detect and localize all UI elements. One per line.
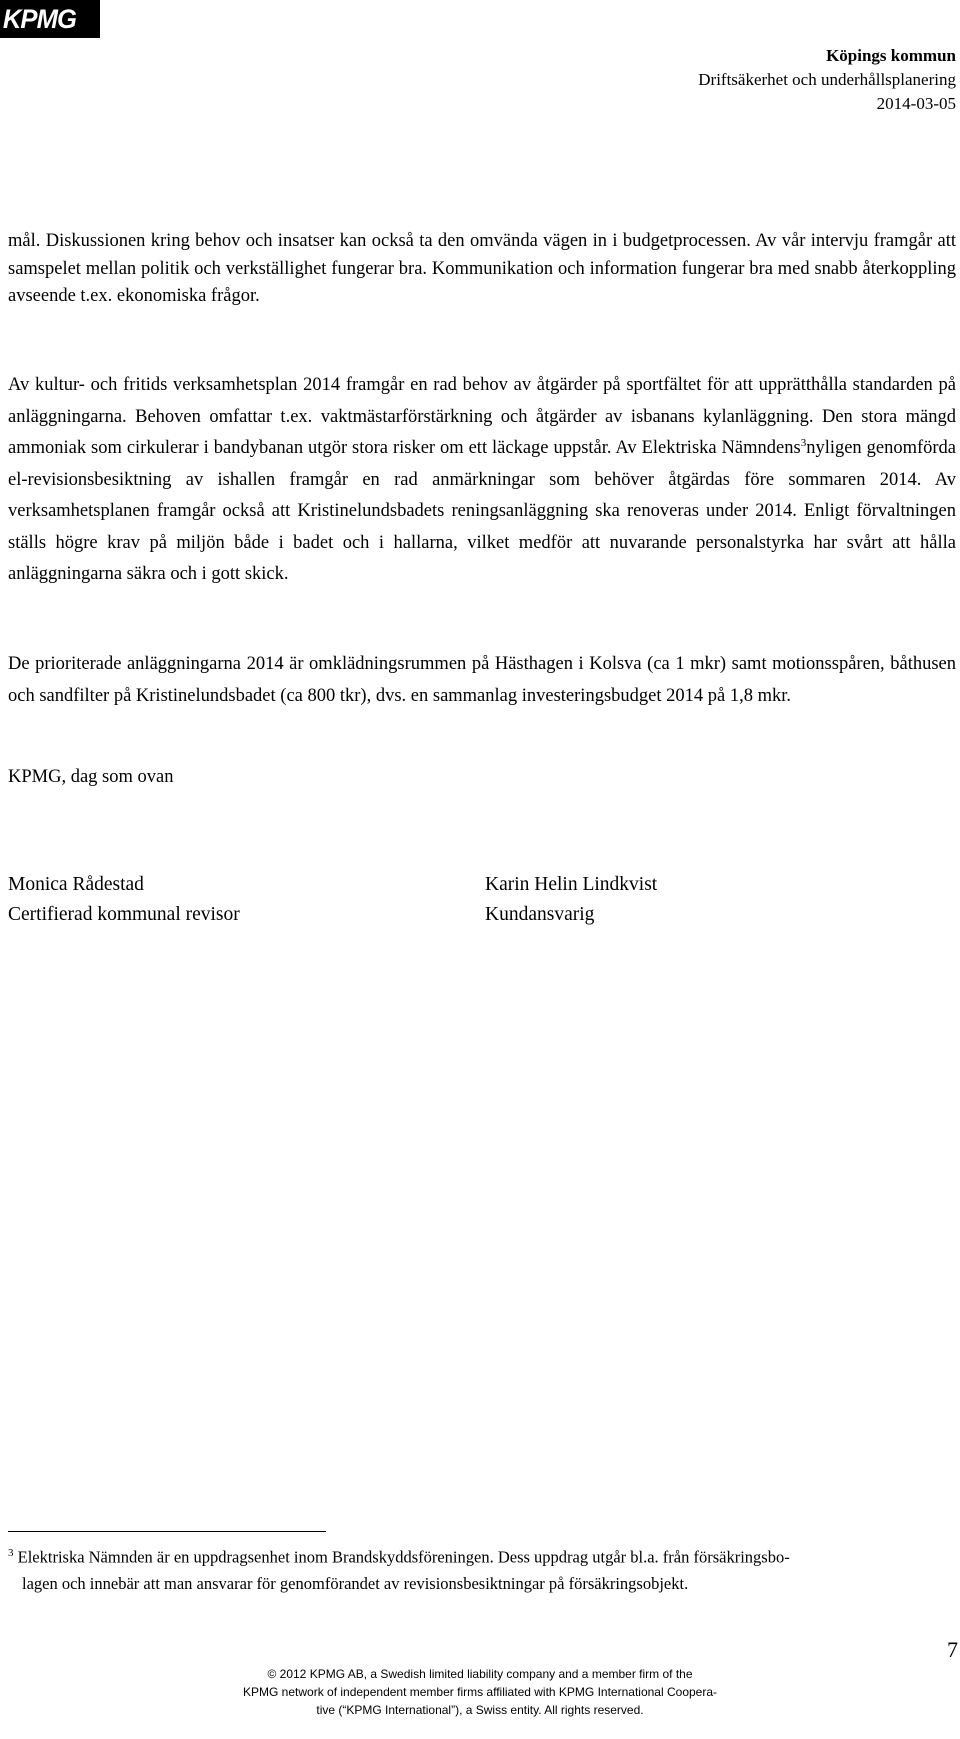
page-header xyxy=(698,44,956,116)
signature-right xyxy=(485,870,657,930)
paragraph-3: De prioriterade anläggningarna 2014 är omklädningsrummen på Hästhagen i Kolsva (ca 1 mkr) samt motionsspåren, båthusen och sandfilter på Kristinelundsbadet (ca 800 tkr), dvs. en sammanlag investeringsbudget 2014 på 1,8 mkr. xyxy=(8,654,956,706)
logo-text: KPMG xyxy=(2,3,77,34)
copyright-line-3: tive (“KPMG International”), a Swiss entity. All rights reserved. xyxy=(316,1703,644,1717)
signature-left-title: Certifierad kommunal revisor xyxy=(8,904,240,925)
footnote-line-1: Elektriska Nämnden är en uppdragsenhet inom Brandskyddsföreningen. Dess uppdrag utgår bl.a. från försäkringsbo- xyxy=(17,1547,790,1567)
footnote-line-2: lagen och innebär att man ansvarar för genomförandet av revisionsbesiktningar på försäkringsobjekt. xyxy=(22,1573,689,1593)
copyright-line-2: KPMG network of independent member firms affiliated with KPMG International Coopera- xyxy=(243,1685,717,1699)
footnote-divider xyxy=(8,1531,326,1532)
signature-right-title: Kundansvarig xyxy=(485,904,595,925)
header-subtitle: Driftsäkerhet och underhållsplanering xyxy=(698,70,956,89)
signature-right-name: Karin Helin Lindkvist xyxy=(485,874,658,895)
paragraph-2-part-1: Av kultur- och fritids verksamhetsplan 2014 framgår en rad behov av åtgärder på sportfältet för att upprätthålla standarden på anläggningarna. Behoven omfattar t.ex. vaktmästarförstärkning och åtgärder av isbanans kylanläggning. Den stora mängd ammoniak som cirkulerar i bandybanan utgör stora risker om ett läckage uppstår. Av Elektriska Nämndens xyxy=(8,375,956,458)
copyright-line-1: © 2012 KPMG AB, a Swedish limited liability company and a member firm of the xyxy=(267,1667,693,1681)
paragraph-1: mål. Diskussionen kring behov och insatser kan också ta den omvända vägen in i budgetprocessen. Av vår intervju framgår att samspelet mellan politik och verkställighet fungerar bra. Kommunikation och information fungerar bra med snabb återkoppling avseende t.ex. ekonomiska frågor. xyxy=(8,231,956,306)
header-org: Köpings kommun xyxy=(826,46,956,65)
copyright-notice xyxy=(130,1665,830,1719)
signature-left-name: Monica Rådestad xyxy=(8,874,144,895)
page-number: 7 xyxy=(947,1637,958,1662)
footnote xyxy=(8,1540,956,1597)
footnote-mark: 3 xyxy=(8,1547,14,1559)
header-date: 2014-03-05 xyxy=(876,94,956,113)
paragraph-4: KPMG, dag som ovan xyxy=(8,767,174,787)
paragraph-2-part-2: nyligen genomförda el-revisionsbesiktning av ishallen framgår en rad anmärkningar som behöver åtgärdas före sommaren 2014. Av verksamhetsplanen framgår också att Kristinelundsbadets reningsanläggning ska renoveras under 2014. Enligt förvaltningen ställs högre krav på miljön både i badet och i hallarna, vilket medför att nuvarande personalstyrka har svårt att hålla anläggningarna säkra och i gott skick. xyxy=(8,438,957,584)
footnote-reference: 3 xyxy=(800,436,807,449)
paragraph-2 xyxy=(8,370,956,591)
signature-left xyxy=(8,870,240,930)
kpmg-logo xyxy=(0,0,100,38)
